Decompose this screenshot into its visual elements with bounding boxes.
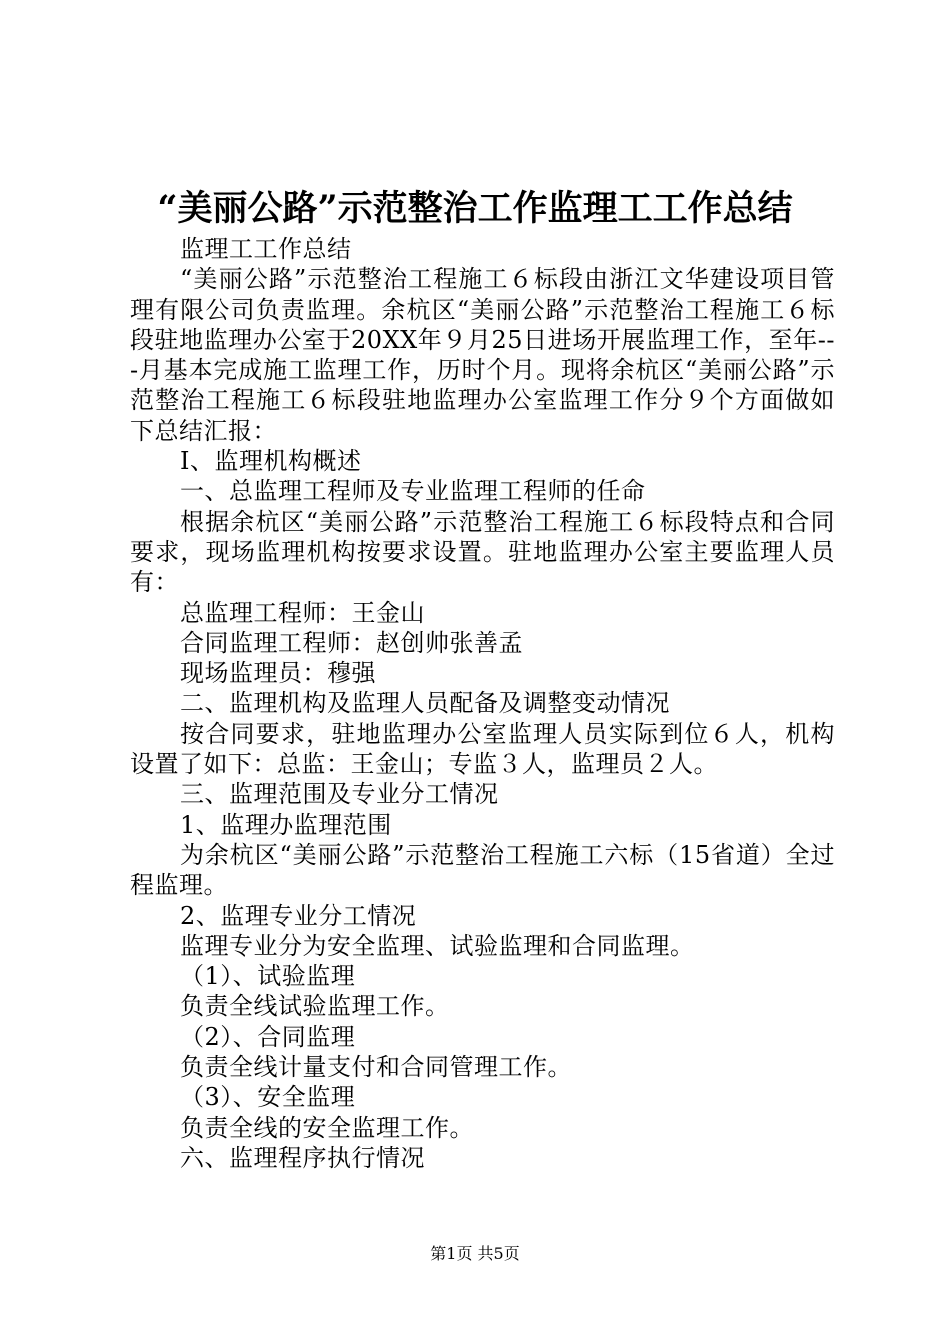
paragraph: 为余杭区“美丽公路”示范整治工程施工六标（15省道）全过程监理。 <box>130 840 835 900</box>
list-item-heading: （3）、安全监理 <box>180 1083 356 1112</box>
paragraph: 按合同要求，驻地监理办公室监理人员实际到位６人，机构设置了如下：总监：王金山；专监３人，监理员２人。 <box>130 719 835 779</box>
paragraph: 现场监理员：穆强 <box>180 659 376 688</box>
list-heading: 1、监理办监理范围 <box>180 810 392 839</box>
list-item-heading: （1）、试验监理 <box>180 962 356 991</box>
document-body <box>130 234 835 1173</box>
paragraph-subtitle: 监理工工作总结 <box>180 235 352 263</box>
paragraph: 负责全线试验监理工作。 <box>180 992 450 1021</box>
paragraph: 总监理工程师：王金山 <box>180 598 425 627</box>
paragraph: 负责全线的安全监理工作。 <box>180 1113 474 1142</box>
subsection-heading: 二、监理机构及监理人员配备及调整变动情况 <box>180 689 670 718</box>
page-footer: 第1页 共5页 <box>430 1244 520 1263</box>
paragraph: 合同监理工程师：赵创帅张善孟 <box>180 628 523 657</box>
list-heading: 2、监理专业分工情况 <box>180 901 417 930</box>
paragraph: 监理专业分为安全监理、试验监理和合同监理。 <box>180 931 695 960</box>
list-item-heading: （2）、合同监理 <box>180 1022 356 1051</box>
subsection-heading: 一、总监理工程师及专业监理工程师的任命 <box>180 477 646 506</box>
subsection-heading: 三、监理范围及专业分工情况 <box>180 780 499 809</box>
subsection-heading: 六、监理程序执行情况 <box>180 1143 425 1172</box>
section-heading: Ⅰ、监理机构概述 <box>180 447 362 476</box>
paragraph-intro: “美丽公路”示范整治工程施工６标段由浙江文华建设项目管理有限公司负责监理。余杭区“美丽公路”示范整治工程施工６标段驻地监理办公室于20XX年９月25日进场开展监理工作，至年---月基本完成施工监理工作，历时个月。现将余杭区“美丽公路”示范整治工程施工６标段驻地监理办公室监理工作分９个方面做如下总结汇报： <box>130 265 835 445</box>
document-title: “美丽公路”示范整治工作监理工工作总结 <box>157 188 793 229</box>
paragraph: 负责全线计量支付和合同管理工作。 <box>180 1053 572 1082</box>
paragraph: 根据余杭区“美丽公路”示范整治工程施工６标段特点和合同要求，现场监理机构按要求设置。驻地监理办公室主要监理人员有： <box>130 507 835 597</box>
